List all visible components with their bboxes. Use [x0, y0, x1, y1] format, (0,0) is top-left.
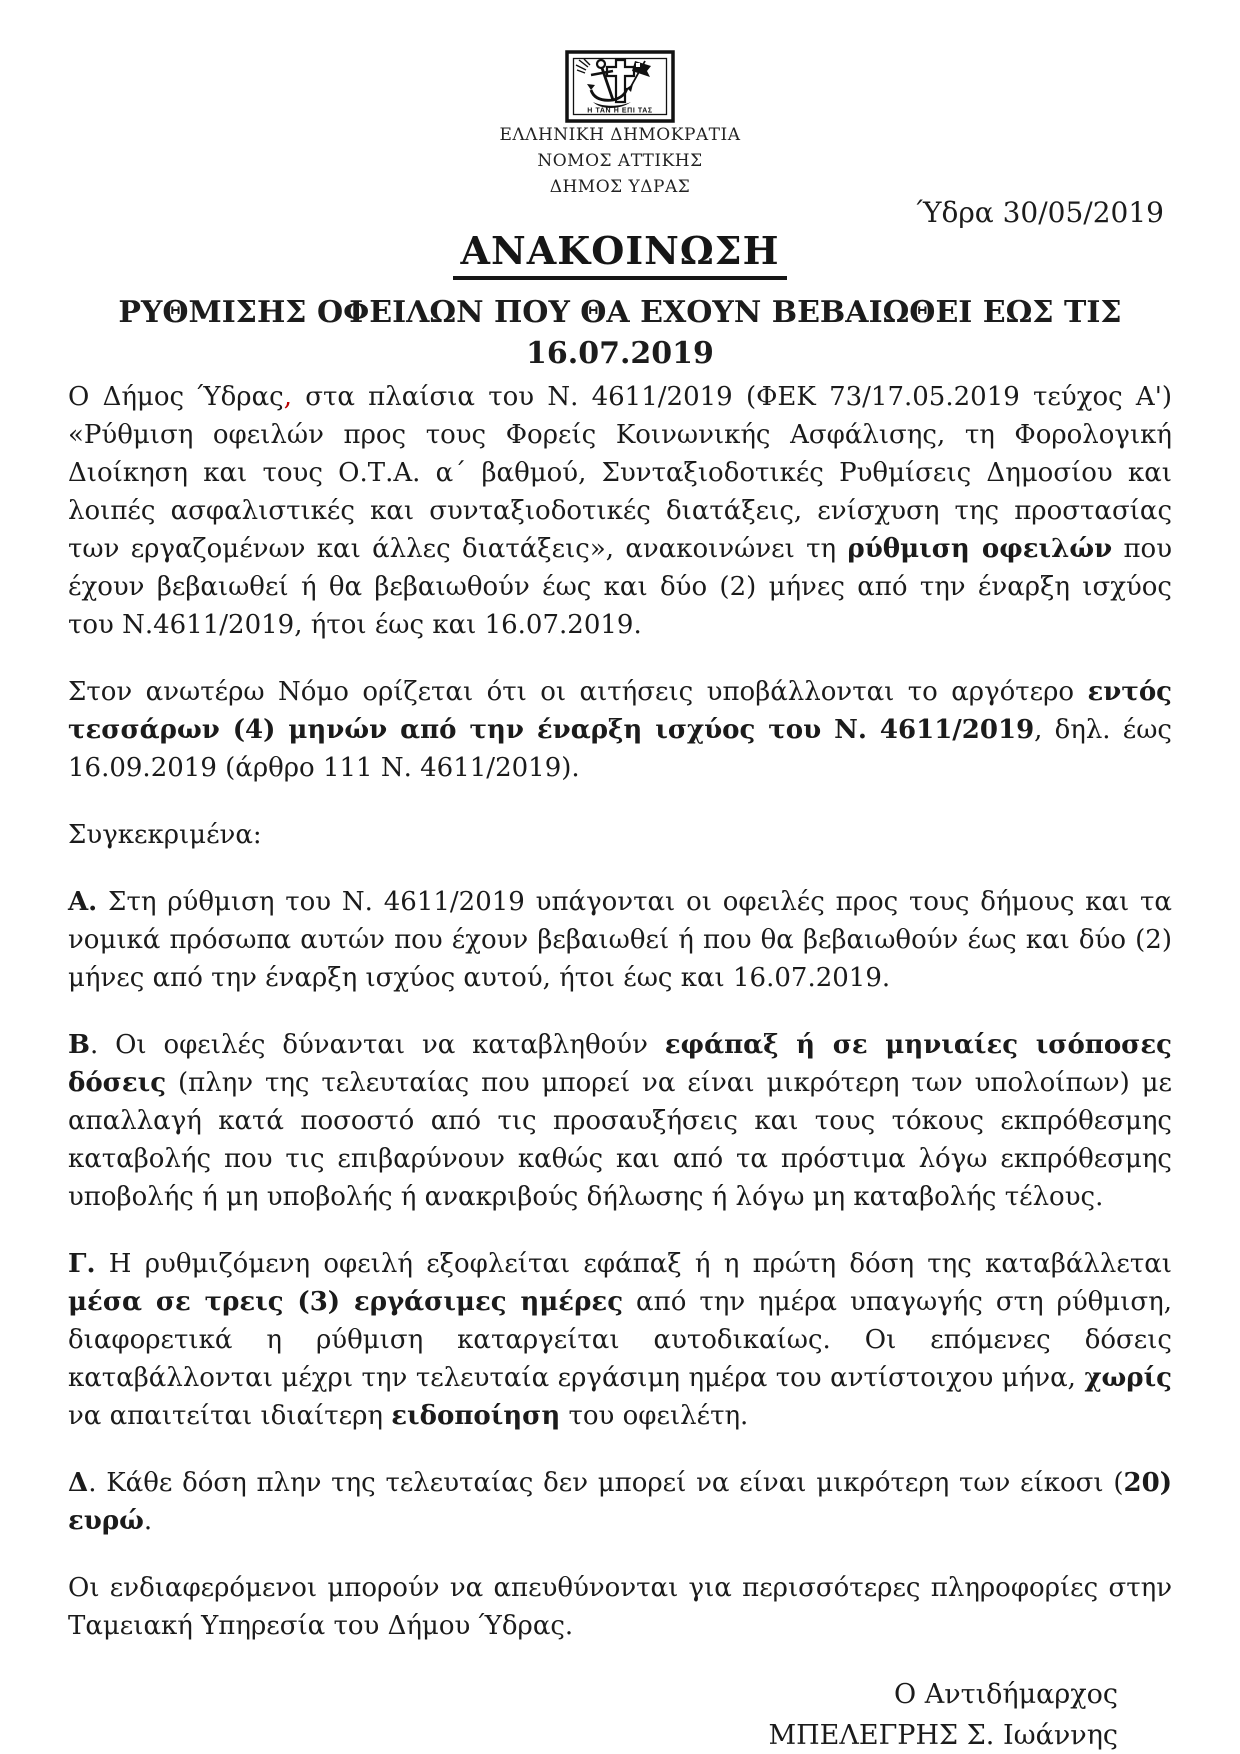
paragraph-item-d	[68, 1464, 1172, 1540]
letterhead	[0, 122, 1240, 200]
paragraph-item-b	[68, 1026, 1172, 1216]
subtitle-line-1: ΡΥΘΜΙΣΗΣ ΟΦΕΙΛΩΝ ΠΟΥ ΘΑ ΕΧΟΥΝ ΒΕΒΑΙΩΘΕΙ ΕΩΣ ΤΙΣ	[118, 295, 1122, 330]
text-run: Στη ρύθμιση του Ν. 4611/2019 υπάγονται οι οφειλές προς τους δήμους και τα νομικά πρόσωπα αυτών που έχουν βεβαιωθεί ή που θα βεβαιωθούν έως και δύο (2) μήνες από την έναρξη ισχύος αυτού, ήτοι έως και 16.07.2019.	[68, 887, 1172, 993]
page-subtitle	[40, 292, 1200, 374]
letterhead-municipality: ΔΗΜΟΣ ΥΔΡΑΣ	[549, 177, 691, 197]
text-run: ειδοποίηση	[391, 1401, 561, 1431]
paragraph-info	[68, 1569, 1172, 1645]
text-run: που έχουν βεβαιωθεί ή θα βεβαιωθούν έως και δύο (2) μήνες από την έναρξη ισχύος του Ν.4611/2019, ήτοι έως και 16.07.2019.	[68, 534, 1172, 640]
text-run: Γ.	[68, 1249, 96, 1279]
title-row	[0, 228, 1240, 280]
letterhead-country: ΕΛΛΗΝΙΚΗ ΔΗΜΟΚΡΑΤΙΑ	[499, 125, 741, 145]
municipal-emblem	[565, 50, 675, 123]
subtitle-line-2: 16.07.2019	[526, 336, 714, 371]
page-title: ΑΝΑΚΟΙΝΩΣΗ	[453, 228, 788, 280]
text-run: , δηλ. έως 16.09.2019 (άρθρο 111 Ν. 4611/2019).	[68, 715, 1172, 783]
emblem-motto: Η ΤΑΝ Η ΕΠΙ ΤΑΣ	[587, 107, 653, 115]
text-run: στα πλαίσια του Ν. 4611/2019 (ΦΕΚ 73/17.05.2019 τεύχος Α') «Ρύθμιση οφειλών προς τους Φορείς Κοινωνικής Ασφάλισης, τη Φορολογική Διοίκηση και τους Ο.Τ.Α. α΄ βαθμού, Συνταξιοδοτικές Ρυθμίσεις Δημοσίου και λοιπές ασφαλιστικές και συνταξιοδοτικές διατάξεις, ενίσχυση της προστασίας των εργαζομένων και άλλες διατάξεις», ανακοινώνει τη	[68, 382, 1172, 564]
paragraph-deadline	[68, 673, 1172, 787]
signature-name: ΜΠΕΛΕΓΡΗΣ Σ. Ιωάννης	[768, 1720, 1118, 1751]
text-run: Α.	[68, 887, 98, 917]
paragraph-specifically	[68, 816, 1172, 854]
text-run: .	[143, 1506, 153, 1536]
letterhead-prefecture: ΝΟΜΟΣ ΑΤΤΙΚΗΣ	[537, 151, 703, 171]
paragraphs-container	[68, 378, 1172, 1645]
text-run: (πλην της τελευταίας που μπορεί να είναι μικρότερη των υπολοίπων) με απαλλαγή κατά ποσοστό από τις προσαυξήσεις και τους τόκους εκπρόθεσμης καταβολής που τις επιβαρύνουν καθώς και από τα πρόστιμα λόγω εκπρόθεσμης υποβολής ή μη υποβολής ή ανακριβούς δήλωσης ή λόγω μη καταβολής τέλους.	[68, 1068, 1172, 1212]
text-run: ,	[283, 382, 292, 412]
text-run: 20) ευρώ	[68, 1468, 1172, 1536]
text-run: να απαιτείται ιδιαίτερη	[68, 1401, 392, 1431]
text-run: Δ	[68, 1468, 89, 1498]
text-run: εφάπαξ ή σε μηνιαίες ισόποσες δόσεις	[68, 1030, 1172, 1098]
text-run: χωρίς	[1084, 1363, 1172, 1393]
text-run: ρύθμιση οφειλών	[847, 534, 1113, 564]
document-body	[68, 378, 1172, 1754]
text-run: από την ημέρα υπαγωγής στη ρύθμιση, διαφορετικά η ρύθμιση καταργείται αυτοδικαίως. Οι επόμενες δόσεις καταβάλλονται μέχρι την τελευταία εργάσιμη ημέρα του αντίστοιχου μήνα,	[68, 1287, 1172, 1393]
emblem-graphic	[565, 50, 675, 123]
text-run: Η ρυθμιζόμενη οφειλή εξοφλείται εφάπαξ ή η πρώτη δόση της καταβάλλεται	[95, 1249, 1172, 1279]
text-run: εντός τεσσάρων (4) μηνών από την έναρξη ισχύος του Ν. 4611/2019	[68, 677, 1172, 745]
text-run: Ο Δήμος Ύδρας	[68, 382, 284, 412]
text-run: Στον ανωτέρω Νόμο ορίζεται ότι οι αιτήσεις υποβάλλονται το αργότερο	[68, 677, 1088, 707]
text-run: μέσα σε τρεις (3) εργάσιμες ημέρες	[68, 1287, 624, 1317]
text-run: του οφειλέτη.	[560, 1401, 749, 1431]
text-run: Συγκεκριμένα:	[68, 820, 262, 850]
text-run: . Οι οφειλές δύνανται να καταβληθούν	[89, 1030, 665, 1060]
text-run: Β	[68, 1030, 90, 1060]
paragraph-item-c	[68, 1245, 1172, 1435]
signature-role: Ο Αντιδήμαρχος	[894, 1679, 1118, 1710]
paragraph-intro	[68, 378, 1172, 644]
text-run: . Κάθε δόση πλην της τελευταίας δεν μπορεί να είναι μικρότερη των είκοσι (	[88, 1468, 1124, 1498]
signature-block	[68, 1674, 1172, 1754]
place-date: Ύδρα 30/05/2019	[916, 196, 1164, 229]
text-run: Οι ενδιαφερόμενοι μπορούν να απευθύνονται για περισσότερες πληροφορίες στην Ταμειακή Υπηρεσία του Δήμου Ύδρας.	[68, 1573, 1172, 1641]
paragraph-item-a	[68, 883, 1172, 997]
